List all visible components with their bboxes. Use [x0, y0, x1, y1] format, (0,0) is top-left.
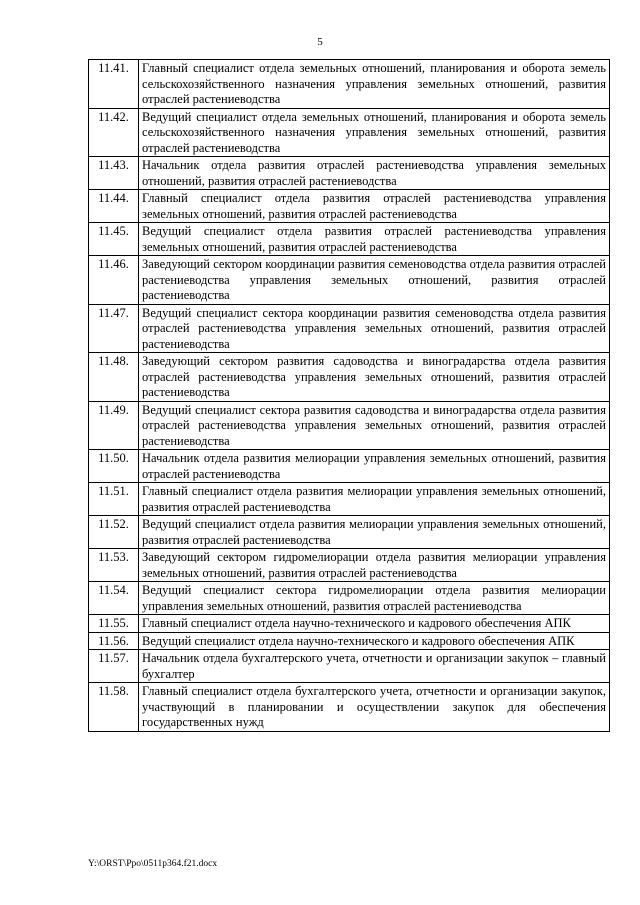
- positions-table-body: [89, 60, 610, 732]
- table-row: [89, 60, 610, 109]
- table-row: [89, 483, 610, 516]
- position-title: Начальник отдела развития отраслей растениеводства управления земельных отношений, развития отраслей растениеводства: [139, 157, 610, 190]
- row-number: 11.52.: [89, 516, 139, 549]
- table-row: [89, 632, 610, 650]
- position-title: Ведущий специалист сектора развития садоводства и виноградарства отдела развития отраслей растениеводства управления земельных отношений, развития отраслей растениеводства: [139, 401, 610, 450]
- table-row: [89, 683, 610, 732]
- row-number: 11.58.: [89, 683, 139, 732]
- position-title: Ведущий специалист сектора координации развития семеноводства отдела развития отраслей растениеводства управления земельных отношений, развития отраслей растениеводства: [139, 304, 610, 353]
- table-row: [89, 108, 610, 157]
- page-number: 5: [317, 36, 323, 48]
- position-title: Главный специалист отдела земельных отношений, планирования и оборота земель сельскохозяйственного назначения управления земельных отношений, развития отраслей растениеводства: [139, 60, 610, 109]
- footer-file-path: Y:\ORST\Ppo\0511p364.f21.docx: [88, 859, 218, 869]
- row-number: 11.56.: [89, 632, 139, 650]
- table-row: [89, 304, 610, 353]
- position-title: Главный специалист отдела научно-технического и кадрового обеспечения АПК: [139, 615, 610, 633]
- table-row: [89, 650, 610, 683]
- row-number: 11.48.: [89, 353, 139, 402]
- row-number: 11.44.: [89, 190, 139, 223]
- position-title: Заведующий сектором координации развития семеноводства отдела развития отраслей растениеводства управления земельных отношений, развития отраслей растениеводства: [139, 256, 610, 305]
- row-number: 11.54.: [89, 582, 139, 615]
- table-row: [89, 549, 610, 582]
- positions-table: [88, 59, 610, 732]
- table-row: [89, 450, 610, 483]
- table-row: [89, 582, 610, 615]
- row-number: 11.49.: [89, 401, 139, 450]
- table-row: [89, 190, 610, 223]
- row-number: 11.55.: [89, 615, 139, 633]
- position-title: Ведущий специалист отдела научно-технического и кадрового обеспечения АПК: [139, 632, 610, 650]
- row-number: 11.53.: [89, 549, 139, 582]
- position-title: Главный специалист отдела бухгалтерского учета, отчетности и организации закупок, участвующий в планировании и осуществлении закупок для обеспечения государственных нужд: [139, 683, 610, 732]
- position-title: Главный специалист отдела развития отраслей растениеводства управления земельных отношений, развития отраслей растениеводства: [139, 190, 610, 223]
- position-title: Заведующий сектором гидромелиорации отдела развития мелиорации управления земельных отношений, развития отраслей растениеводства: [139, 549, 610, 582]
- row-number: 11.50.: [89, 450, 139, 483]
- position-title: Начальник отдела бухгалтерского учета, отчетности и организации закупок – главный бухгалтер: [139, 650, 610, 683]
- row-number: 11.57.: [89, 650, 139, 683]
- position-title: Ведущий специалист отдела развития мелиорации управления земельных отношений, развития отраслей растениеводства: [139, 516, 610, 549]
- table-row: [89, 157, 610, 190]
- row-number: 11.42.: [89, 108, 139, 157]
- table-row: [89, 516, 610, 549]
- position-title: Ведущий специалист сектора гидромелиорации отдела развития мелиорации управления земельных отношений, развития отраслей растениеводства: [139, 582, 610, 615]
- row-number: 11.47.: [89, 304, 139, 353]
- row-number: 11.46.: [89, 256, 139, 305]
- row-number: 11.41.: [89, 60, 139, 109]
- row-number: 11.43.: [89, 157, 139, 190]
- position-title: Ведущий специалист отдела развития отраслей растениеводства управления земельных отношений, развития отраслей растениеводства: [139, 223, 610, 256]
- table-row: [89, 223, 610, 256]
- row-number: 11.45.: [89, 223, 139, 256]
- position-title: Начальник отдела развития мелиорации управления земельных отношений, развития отраслей растениеводства: [139, 450, 610, 483]
- position-title: Главный специалист отдела развития мелиорации управления земельных отношений, развития отраслей растениеводства: [139, 483, 610, 516]
- position-title: Заведующий сектором развития садоводства и виноградарства отдела развития отраслей растениеводства управления земельных отношений, развития отраслей растениеводства: [139, 353, 610, 402]
- table-row: [89, 401, 610, 450]
- position-title: Ведущий специалист отдела земельных отношений, планирования и оборота земель сельскохозяйственного назначения управления земельных отношений, развития отраслей растениеводства: [139, 108, 610, 157]
- table-row: [89, 615, 610, 633]
- row-number: 11.51.: [89, 483, 139, 516]
- table-row: [89, 256, 610, 305]
- table-row: [89, 353, 610, 402]
